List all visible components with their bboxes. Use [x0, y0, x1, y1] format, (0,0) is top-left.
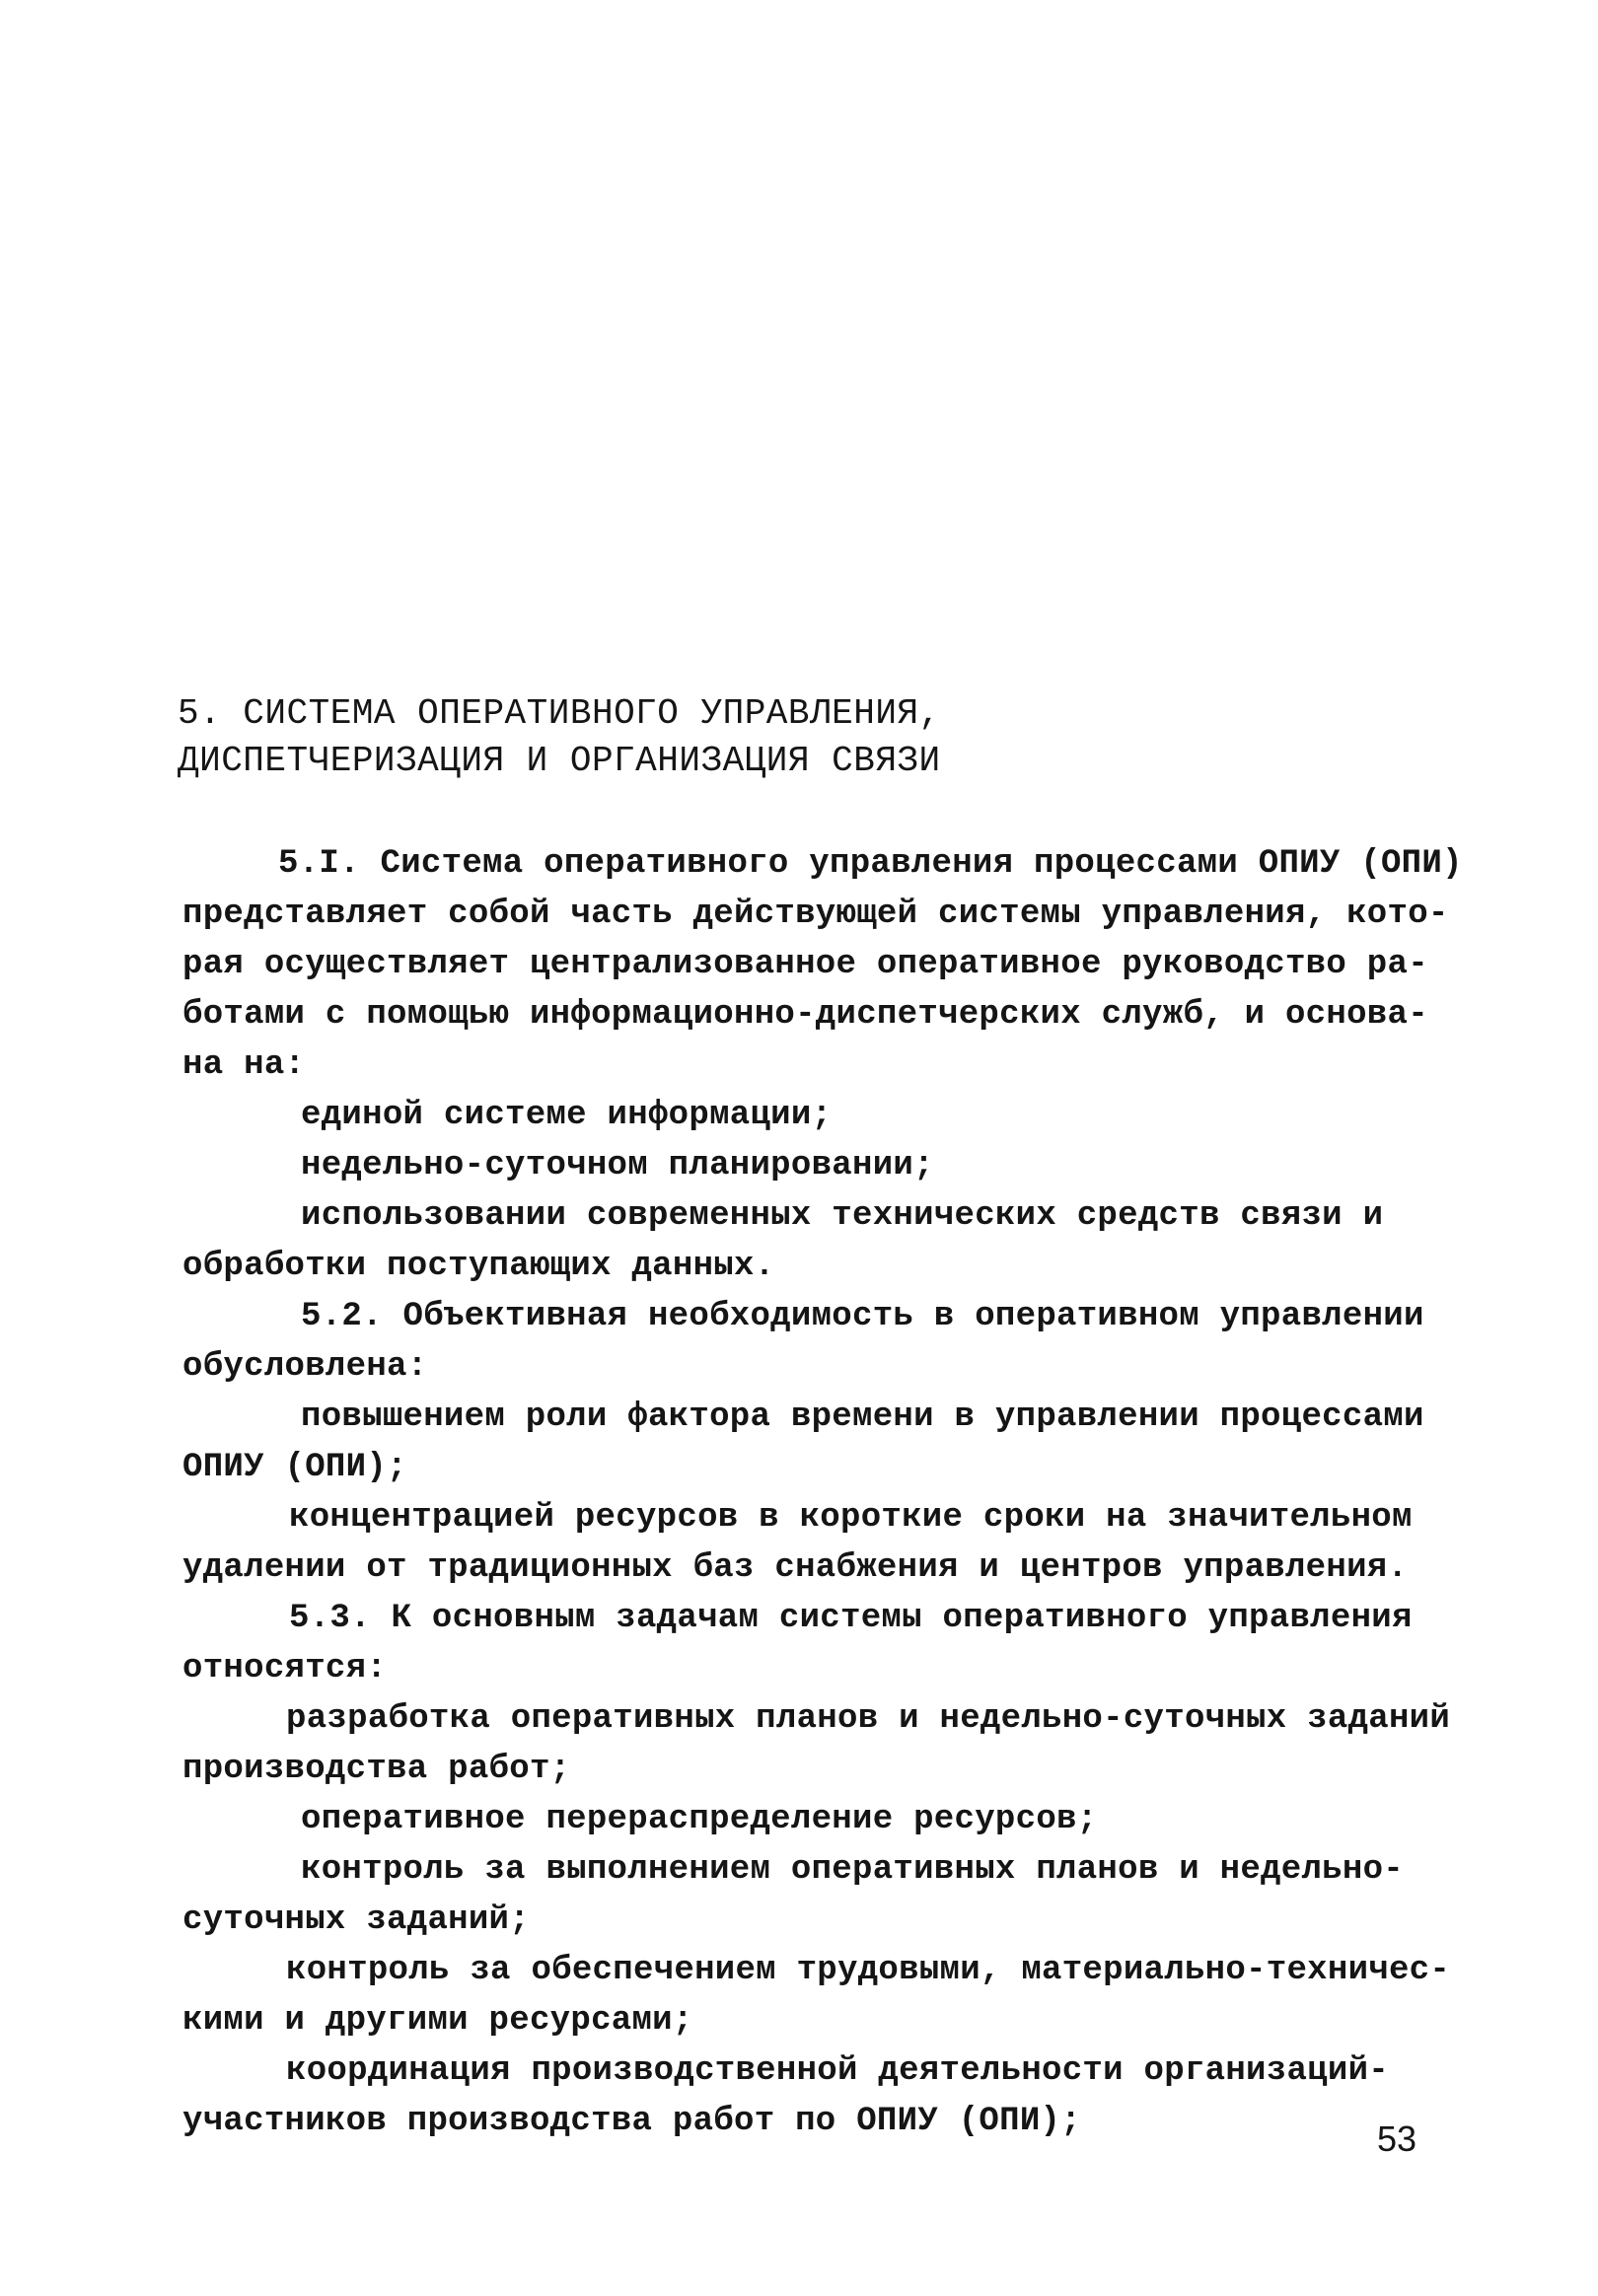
list-item-line: разработка оперативных планов и недельно-суточных заданий: [286, 1700, 1451, 1738]
paragraph-line: представляет собой часть действующей системы управления, кото-: [182, 896, 1449, 933]
list-item-line: суточных заданий;: [182, 1901, 530, 1939]
list-item-line: концентрацией ресурсов в короткие сроки на значительном: [289, 1499, 1413, 1537]
list-item-line: ОПИУ (ОПИ);: [182, 1449, 407, 1486]
page-number: 53: [1377, 2118, 1417, 2159]
section-heading-line-2: ДИСПЕТЧЕРИЗАЦИЯ И ОРГАНИЗАЦИЯ СВЯЗИ: [178, 741, 941, 781]
list-item-line: участников производства работ по ОПИУ (ОПИ);: [182, 2103, 1081, 2140]
list-item-line: контроль за обеспечением трудовыми, материально-техничес-: [286, 1952, 1451, 1989]
section-heading-line-1: 5. СИСТЕМА ОПЕРАТИВНОГО УПРАВЛЕНИЯ,: [178, 693, 941, 734]
list-item-line: координация производственной деятельности организаций-: [286, 2052, 1389, 2090]
paragraph-line: ботами с помощью информационно-диспетчерских служб, и основа-: [182, 996, 1428, 1034]
list-item-line: недельно-суточном планировании;: [301, 1147, 934, 1184]
section-heading: [178, 690, 941, 785]
list-item-line: кими и другими ресурсами;: [182, 2002, 693, 2040]
list-item-line: производства работ;: [182, 1751, 571, 1788]
paragraph-line: 5.2. Объективная необходимость в оперативном управлении: [301, 1298, 1424, 1335]
paragraph-line: на на:: [182, 1046, 306, 1084]
paragraph-line: обусловлена:: [182, 1348, 428, 1386]
list-item-line: использовании современных технических средств связи и: [301, 1197, 1384, 1235]
list-item-line: повышением роли фактора времени в управлении процессами: [301, 1399, 1424, 1436]
list-item-line: контроль за выполнением оперативных планов и недельно-: [301, 1851, 1404, 1889]
list-item-line: обработки поступающих данных.: [182, 1248, 775, 1285]
paragraph-line: 5.I. Система оперативного управления процессами ОПИУ (ОПИ): [278, 845, 1463, 883]
paragraph-line: 5.3. К основным задачам системы оперативного управления: [289, 1600, 1413, 1637]
list-item-line: оперативное перераспределение ресурсов;: [301, 1801, 1098, 1838]
paragraph-line: относятся:: [182, 1650, 388, 1687]
list-item-line: удалении от традиционных баз снабжения и центров управления.: [182, 1549, 1409, 1587]
paragraph-line: рая осуществляет централизованное оперативное руководство ра-: [182, 946, 1428, 983]
list-item-line: единой системе информации;: [301, 1097, 833, 1134]
